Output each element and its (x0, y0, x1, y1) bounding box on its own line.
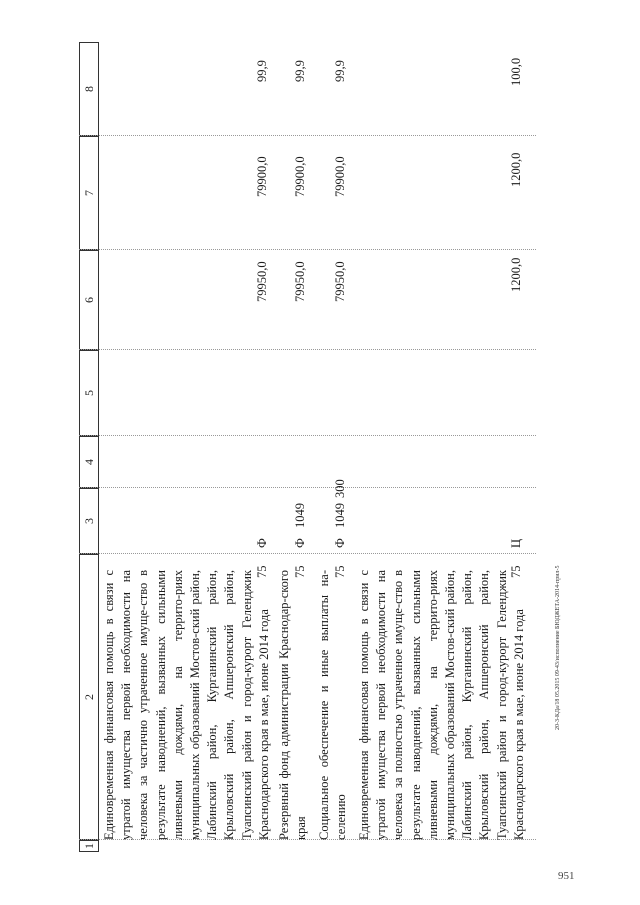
grid-line (79, 349, 536, 350)
row-col4: 1049 (333, 503, 347, 528)
row-code: 75 (293, 565, 307, 578)
grid-line (79, 135, 536, 136)
row-col8: 1200,0 (509, 152, 523, 187)
header-col-2: 2 (79, 554, 99, 840)
header-col-8: 8 (79, 42, 99, 136)
row-code: 75 (333, 565, 347, 578)
grid-line (79, 553, 536, 554)
row-code: 75 (255, 565, 269, 578)
row-col3: Ф (255, 538, 269, 548)
document-footer-code: 20-3-КДа/18 05.2015 09-43/исполнение БЮДЖЕТА-2014-прил-5 (555, 565, 561, 730)
row-code: 75 (509, 565, 523, 578)
grid-line (79, 249, 536, 250)
header-col-1: 1 (79, 840, 99, 852)
row-col7: 79950,0 (255, 261, 269, 302)
row-description: Единовременная финансовая помощь в связи с утратой имущества первой необходимости на человека за полностью утраченное имуще-ство в результате наводнений, вызванных сильными ливневыми дождями, на террито-риях муниципальных образований Мостов-ский район, Лабинский район, Курганинский район, Крыловский район, Апшеронский район, Туапсинский район и город-курорт Геленджик Краснодарского края в мае, июне 2014 года (357, 570, 526, 840)
row-col9: 100,0 (509, 57, 523, 86)
grid-line (79, 435, 536, 436)
row-col8: 79900,0 (333, 156, 347, 197)
row-col5: 300 (333, 479, 347, 498)
grid-line (79, 487, 536, 488)
row-description: Резервный фонд администрации Краснодар-ского края (277, 570, 309, 840)
header-col-7: 7 (79, 136, 99, 250)
header-col-3: 3 (79, 488, 99, 554)
row-col7: 79950,0 (293, 261, 307, 302)
row-col3: Ц (509, 538, 523, 548)
header-col-5: 5 (79, 350, 99, 436)
row-col8: 79900,0 (293, 156, 307, 197)
page-number: 951 (558, 870, 575, 882)
row-description: Социальное обеспечение и иные выплаты на-селению (317, 570, 349, 840)
row-description: Единовременная финансовая помощь в связи с утратой имущества первой необходимости на человека за частично утраченное имуще-ство в результате наводнений, вызванных сильными ливневыми дождями, на террито-риях муниципальных образований Мостов-ский район, Лабинский район, Курганинский район, Крыловский район, Апшеронский район, Туапсинский район и город-курорт Геленджик Краснодарского края в мае, июне 2014 года (102, 570, 271, 840)
header-col-4: 4 (79, 436, 99, 488)
row-col7: 79950,0 (333, 261, 347, 302)
data-table (79, 42, 536, 852)
row-col8: 79900,0 (255, 156, 269, 197)
row-col3: Ф (293, 538, 307, 548)
row-col4: 1049 (293, 503, 307, 528)
header-col-6: 6 (79, 250, 99, 350)
row-col9: 99,9 (293, 60, 307, 82)
row-col9: 99,9 (255, 60, 269, 82)
row-col7: 1200,0 (509, 257, 523, 292)
row-col9: 99,9 (333, 60, 347, 82)
row-col3: Ф (333, 538, 347, 548)
